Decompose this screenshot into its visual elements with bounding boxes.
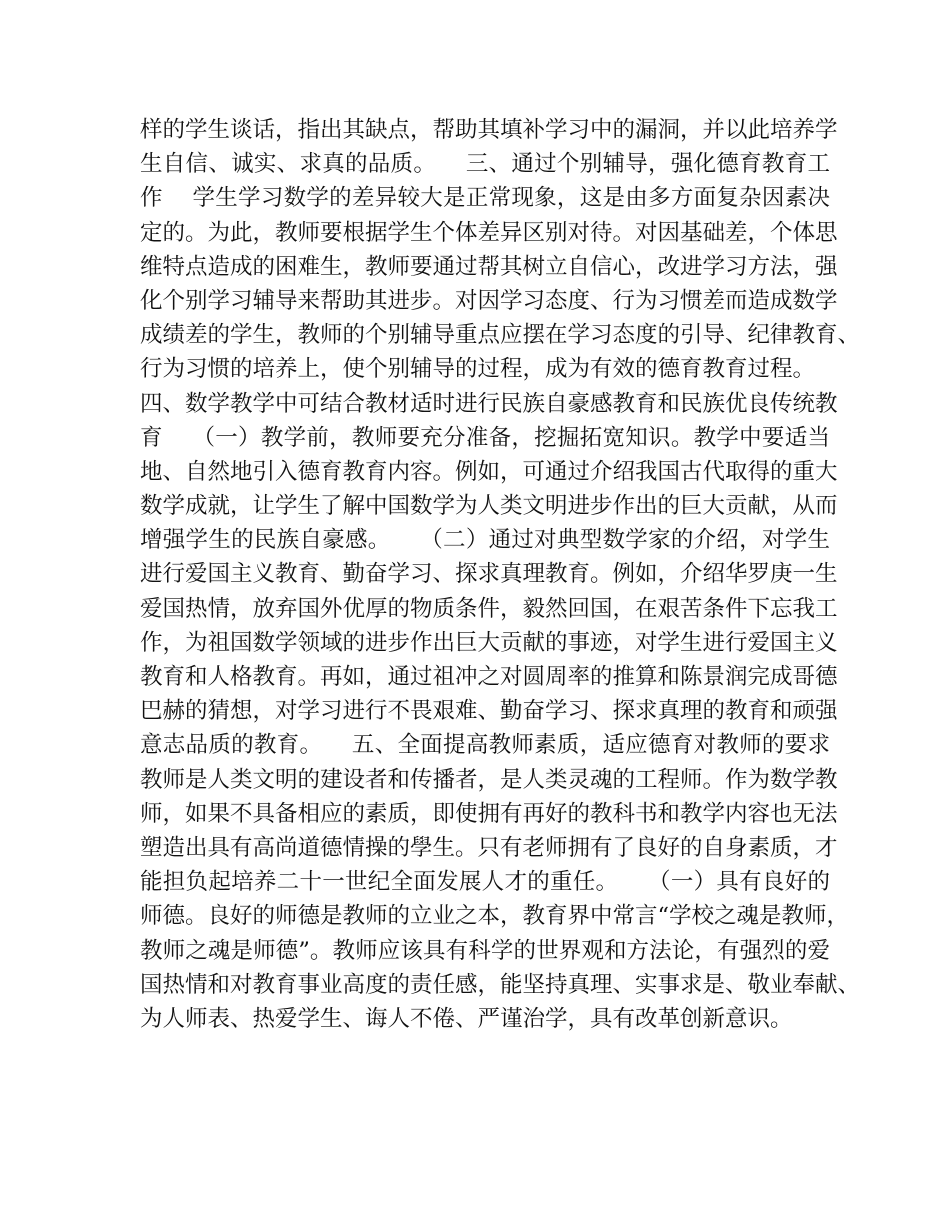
text-line: 成绩差的学生，教师的个别辅导重点应摆在学习态度的引导、纪律教育、 [140,322,861,349]
text-line: 四、数学教学中可结合教材适时进行民族自豪感教育和民族优良传统教 [140,390,838,417]
text-line: 育 （一）教学前，教师要充分准备，挖掘拓宽知识。教学中要适当 [140,424,830,451]
text-line: 化个别学习辅导来帮助其进步。对因学习态度、行为习惯差而造成数学 [140,287,838,314]
text-line: 增强学生的民族自豪感。 （二）通过对典型数学家的介绍，对学生 [140,527,830,554]
body-text [140,113,861,1036]
text-line: 定的。为此，教师要根据学生个体差异区别对待。对因基础差，个体思 [140,219,838,246]
text-line: 为人师表、热爱学生、诲人不倦、严谨治学，具有改革创新意识。 [140,1005,793,1032]
text-line: 塑造出具有高尚道德情操的學生。只有老师拥有了良好的自身素质，才 [140,834,838,861]
text-line: 样的学生谈话，指出其缺点，帮助其填补学习中的漏洞，并以此培养学 [140,117,838,143]
text-line: 意志品质的教育。 五、全面提高教师素质，适应德育对教师的要求 [140,732,830,759]
text-line: 进行爱国主义教育、勤奋学习、探求真理教育。例如，介绍华罗庚一生 [140,561,838,588]
text-line: 能担负起培养二十一世纪全面发展人才的重任。 （一）具有良好的 [140,869,830,896]
text-line: 国热情和对教育事业高度的责任感，能坚持真理、实事求是、敬业奉献、 [140,971,861,998]
text-line: 爱国热情，放弃国外优厚的物质条件，毅然回国，在艰苦条件下忘我工 [140,595,838,622]
text-line: 数学成就，让学生了解中国数学为人类文明进步作出的巨大贡献，从而 [140,493,838,520]
text-line: 巴赫的猜想，对学习进行不畏艰难、勤奋学习、探求真理的教育和顽强 [140,698,838,725]
text-line: 师，如果不具备相应的素质，即使拥有再好的教科书和教学内容也无法 [140,800,838,827]
text-line: 教育和人格教育。再如，通过祖冲之对圆周率的推算和陈景润完成哥德 [140,664,838,690]
text-line: 教师是人类文明的建设者和传播者，是人类灵魂的工程师。作为数学教 [140,766,838,793]
text-line: 行为习惯的培养上，使个别辅导的过程，成为有效的德育教育过程。 [140,356,816,383]
text-line: 维特点造成的困难生，教师要通过帮其树立自信心，改进学习方法，强 [140,253,838,280]
text-line: 地、自然地引入德育教育内容。例如，可通过介绍我国古代取得的重大 [140,458,838,485]
text-line: 教师之魂是师德”。教师应该具有科学的世界观和方法论，有强烈的爱 [140,937,830,964]
text-line: 师德。良好的师德是教师的立业之本，教育界中常言“学校之魂是教师， [140,903,850,930]
text-line: 作，为祖国数学领域的进步作出巨大贡献的事迹，对学生进行爱国主义 [140,629,838,656]
text-line: 生自信、诚实、求真的品质。 三、通过个别辅导，强化德育教育工 [140,151,830,178]
text-line: 作 学生学习数学的差异较大是正常现象，这是由多方面复杂因素决 [140,185,830,212]
